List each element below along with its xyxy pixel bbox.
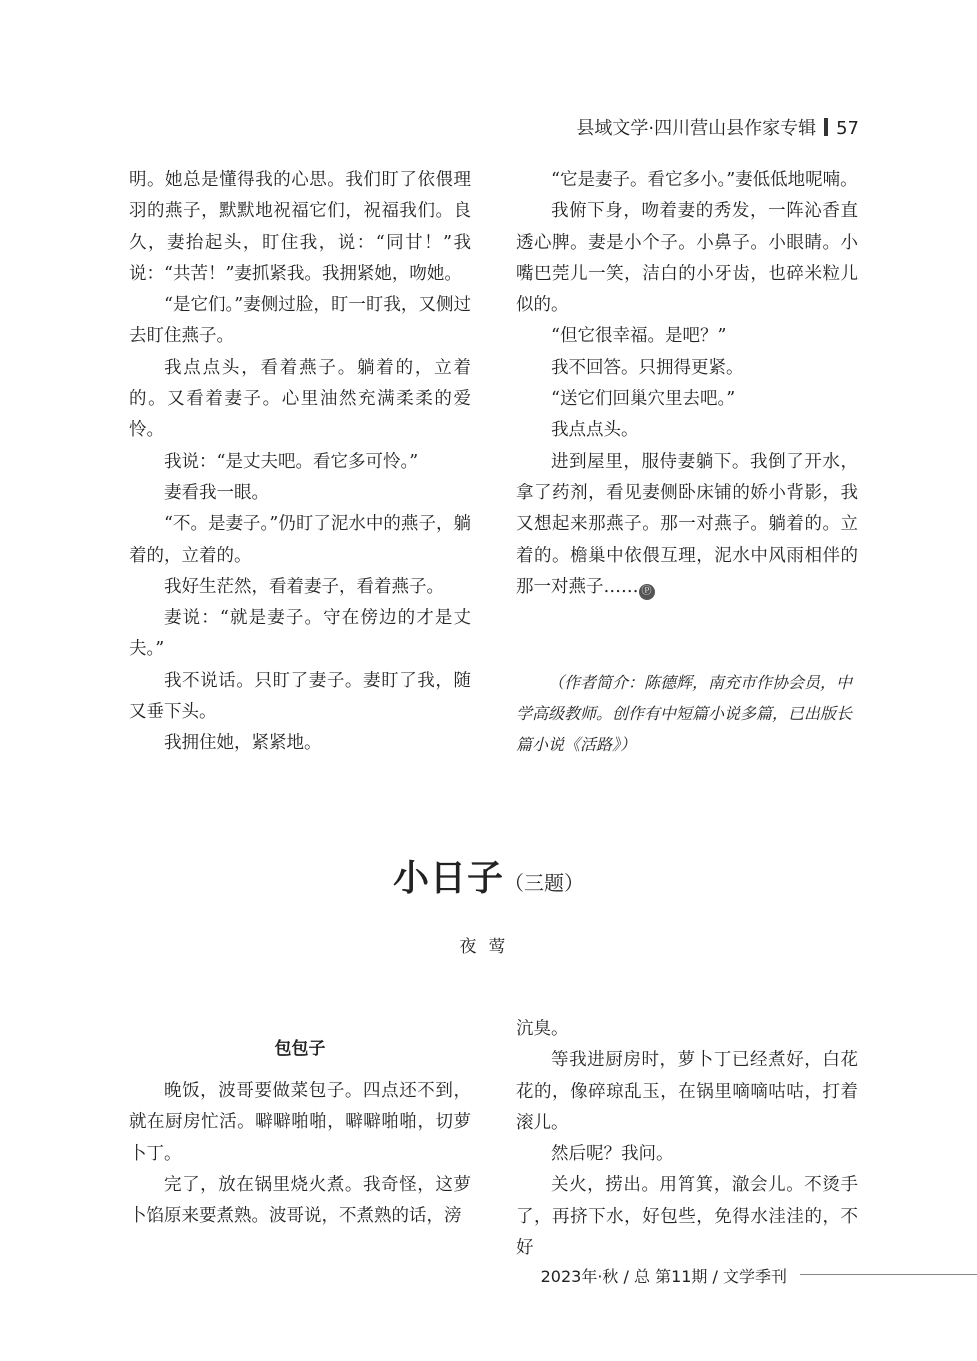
paragraph: 我好生茫然，看着妻子，看着燕子。: [164, 576, 444, 597]
paragraph: 我点点头。: [551, 420, 639, 441]
previous-story-left-column: [129, 165, 471, 760]
story-title-block: [0, 850, 977, 901]
paragraph: 我俯下身，吻着妻的秀发，一阵沁香直透心脾。妻是小个子。小鼻子。小眼睛。小嘴巴莞儿一笑，洁白的小牙齿，也碎米粒儿似的。: [516, 201, 858, 316]
paragraph: 晚饭，波哥要做菜包子。四点还不到，就在厨房忙活。噼噼啪啪，噼噼啪啪，切萝卜丁。: [129, 1081, 471, 1164]
paragraph: “它是妻子。看它多小。”妻低低地呢喃。: [551, 170, 858, 190]
new-story-right-column: [516, 1014, 858, 1264]
story-subtitle: （三题）: [504, 871, 584, 895]
paragraph: 妻说：“就是妻子。守在傍边的才是丈夫。”: [129, 608, 471, 660]
author-bio-text: （作者简介：陈德辉，南充市作协会员，中学高级教师。创作有中短篇小说多篇，已出版长篇小说《活路》）: [516, 673, 853, 754]
author-bio: [516, 667, 860, 760]
running-header: [576, 114, 859, 140]
paragraph: 妻看我一眼。: [164, 482, 269, 503]
issue-footer: 2023年·秋 / 总 第11期 / 文学季刊: [540, 1267, 787, 1286]
new-story-left-column: [129, 1076, 471, 1232]
paragraph: “送它们回巢穴里去吧。”: [551, 389, 736, 410]
paragraph: 我说：“是丈夫吧。看它多可怜。”: [164, 451, 419, 472]
story-author: 夜莺: [459, 937, 518, 957]
paragraph: “但它很幸福。是吧？”: [551, 326, 727, 347]
paragraph: 等我进厨房时，萝卜丁已经煮好，白花花的，像碎琼乱玉，在锅里嘀嘀咕咕，打着滚儿。: [516, 1050, 858, 1133]
story-title: 小日子: [392, 857, 504, 899]
end-of-article-icon: Ⓟ: [639, 584, 655, 600]
header-separator: [824, 118, 828, 136]
page-number: 57: [836, 118, 859, 139]
paragraph: 我拥住她，紧紧地。: [164, 733, 322, 754]
paragraph: [516, 447, 858, 603]
paragraph: “不。是妻子。”仍盯了泥水中的燕子，躺着的，立着的。: [129, 514, 471, 566]
paragraph: 关火，捞出。用筲箕，澈会儿。不烫手了，再挤下水，好包些，免得水洼洼的，不好: [516, 1175, 858, 1259]
section-title: 包包子: [274, 1039, 326, 1059]
journal-title: 县域文学·四川营山县作家专辑: [576, 118, 817, 139]
paragraph: 我点点头，看着燕子。躺着的，立着的。又看着妻子。心里油然充满柔柔的爱怜。: [129, 357, 471, 441]
paragraph: 沆臭。: [516, 1019, 569, 1039]
paragraph: 完了，放在锅里烧火煮。我奇怪，这萝卜馅原来要煮熟。波哥说，不煮熟的话，滂: [129, 1174, 471, 1227]
paragraph: 我不回答。只拥得更紧。: [551, 357, 744, 378]
paragraph: 明。她总是懂得我的心思。我们盯了依偎理羽的燕子，默默地祝福它们，祝福我们。良久，妻抬起头，盯住我，说：“同甘！”我说：“共苦！”妻抓紧我。我拥紧她，吻她。: [129, 170, 471, 284]
paragraph: “是它们。”妻侧过脸，盯一盯我，又侧过去盯住燕子。: [129, 295, 471, 347]
paragraph: 我不说话。只盯了妻子。妻盯了我，随又垂下头。: [129, 670, 471, 723]
paragraph: 然后呢？我问。: [551, 1144, 674, 1165]
footer-rule: [800, 1274, 977, 1275]
paragraph-text: 进到屋里，服侍妻躺下。我倒了开水，拿了药剂，看见妻侧卧床铺的娇小背影，我又想起来那燕子。那一对燕子。躺着的。立着的。檐巢中依偎互理，泥水中风雨相伴的那一对燕子……: [516, 451, 858, 597]
previous-story-right-column: [516, 165, 858, 603]
